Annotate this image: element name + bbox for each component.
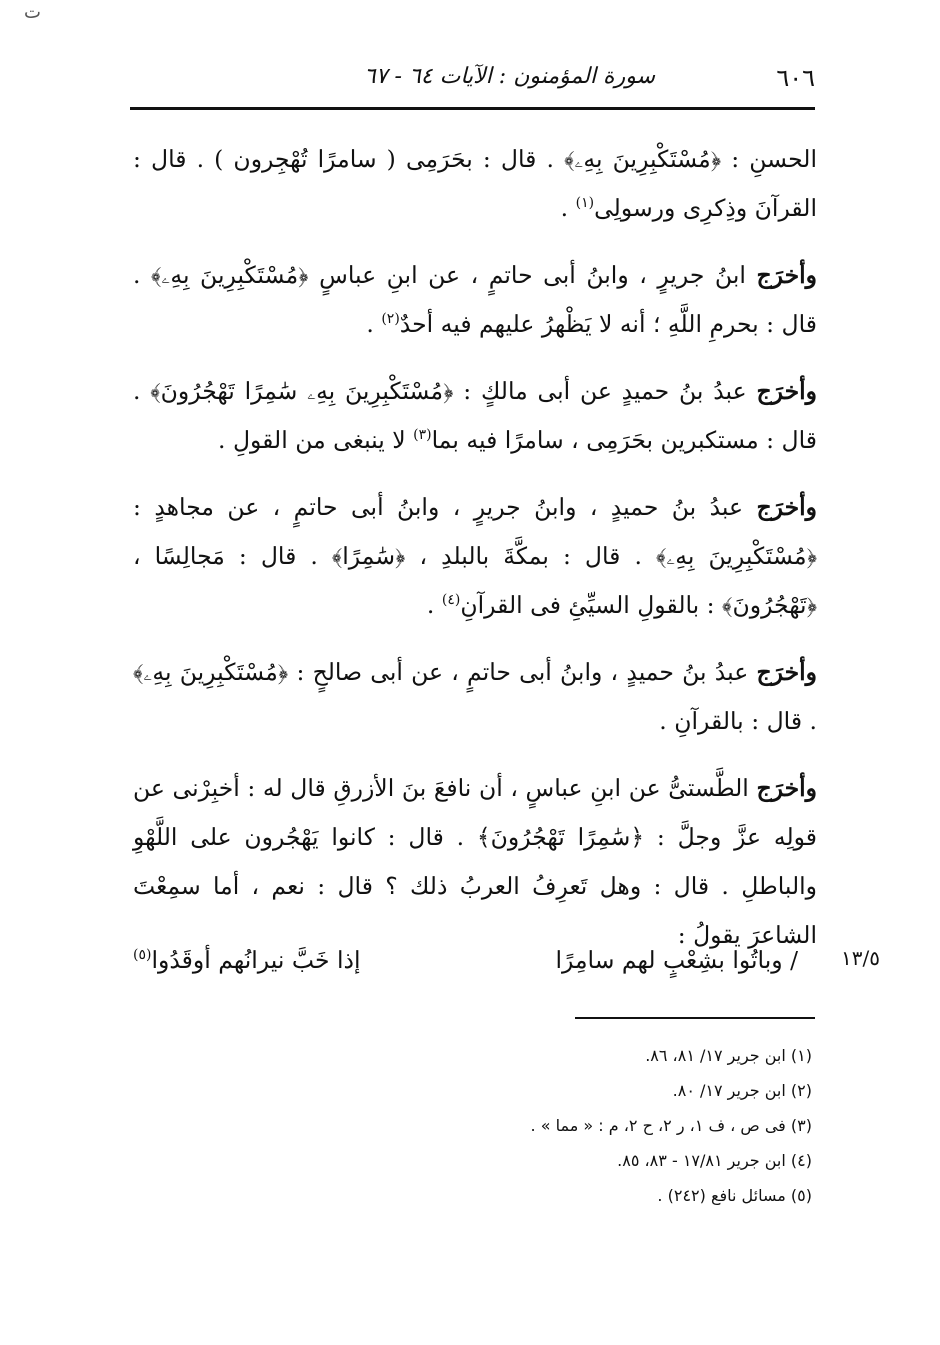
paragraph [133,251,817,349]
page-number: ٦٠٦ [776,64,815,92]
footnote-marker: (١) [575,195,595,212]
paragraph-text: الطَّستىُّ عن ابنِ عباسٍ ، أن نافعَ بنَ الأزرقِ قال له : أخبِرْنى عن قولِه عزَّ وجلَّ : ﴿سَٰمِرًا تَهْجُرُونَ﴾ . قال : كانوا يَهْجُرون على اللَّهْوِ والباطلِ . قال : وهل تَعرِفُ العربُ ذلك ؟ قال : نعم ، أما سمِعْتَ الشاعرَ يقولُ : [133,774,817,949]
paragraph-lead: وأخرَج [756,774,817,802]
footnote: (٣) فى ص ، ف ١، ر ٢، ح ٢، م : « مما » . [530,1116,812,1135]
footnote-marker: (٥) [133,947,152,964]
paragraph [133,764,817,960]
verse-first-hemistich: / وباتُوا بشِعْبٍ لهم سامِرًا [555,946,798,974]
footnote: (١) ابن جرير ١٧/ ٨١، ٨٦. [645,1046,812,1065]
header-rule [130,107,815,110]
paragraph-text: الحسنِ : ﴿مُسْتَكْبِرِينَ بِهِۦ﴾ . قال : بحَرَمِى ( سامرًا تُهْجِرون ) . قال : القرآنَ وذِكرِى ورسولِى [133,145,817,222]
footnotes [300,1038,812,1213]
paragraph-tail: . [560,194,576,222]
paragraph-lead: وأخرَج [756,377,817,405]
paragraph-lead: وأخرَج [756,261,817,289]
paragraph-lead: وأخرَج [756,493,817,521]
footnote-marker: (٤) [441,592,461,609]
footnote-marker: (٣) [413,427,432,444]
footnote: (٢) ابن جرير ١٧/ ٨٠. [672,1081,812,1100]
footnote: (٤) ابن جرير ١٧/٨١ - ٨٣، ٨٥. [617,1151,812,1170]
paragraph-tail: . [366,310,382,338]
paragraph-lead: وأخرَج [756,658,817,686]
paragraph-tail: . [426,591,442,619]
page-header [130,58,815,104]
margin-reference: ١٣/٥ [841,946,880,970]
paragraph [133,648,817,746]
paragraph-text: عبدُ بنُ حميدٍ ، وابنُ جريرٍ ، وابنُ أبى حاتمٍ ، عن مجاهدٍ : ﴿مُسْتَكْبِرِينَ بِهِۦ﴾ . قال : بمكَّةَ بالبلدِ ، ﴿سَٰمِرًا﴾ . قال : مَجالِسًا ، ﴿تَهْجُرُونَ﴾ : بالقولِ السيِّئِ فى القرآنِ [133,493,817,619]
paragraph [133,367,817,465]
paragraph-text: عبدُ بنُ حميدٍ عن أبى مالكٍ : ﴿مُسْتَكْبِرِينَ بِهِۦ سَٰمِرًا تَهْجُرُونَ﴾ . قال : مستكبرين بحَرَمِى ، سامرًا فيه بما [133,377,817,454]
paragraph [133,483,817,630]
body-text [133,135,817,978]
footnote-rule [575,1017,815,1019]
scan-mark: ت [24,2,41,23]
poetry-verse [125,940,880,990]
footnote-marker: (٢) [381,311,400,328]
verse-second-hemistich [133,946,360,974]
paragraph-text: ابنُ جريرٍ ، وابنُ أبى حاتمٍ ، عن ابنِ عباسٍ ﴿مُسْتَكْبِرِينَ بِهِۦ﴾ . قال : بحرمِ اللَّهِ ؛ أنه لا يَظْهرُ عليهم فيه أحدٌ [133,261,817,338]
paragraph [133,135,817,233]
paragraph-text: عبدُ بنُ حميدٍ ، وابنُ أبى حاتمٍ ، عن أبى صالحٍ : ﴿مُسْتَكْبِرِينَ بِهِۦ﴾ . قال : بالقرآنِ . [133,658,817,735]
verse-second-text: إذا خَبَّ نيرانُهم أوقَدُوا [151,946,361,974]
running-title: سورة المؤمنون : الآيات ٦٤ - ٦٧ [363,64,655,89]
footnote: (٥) مسائل نافع (٢٤٢) . [657,1186,812,1205]
paragraph-tail: لا ينبغى من القولِ . [218,426,414,454]
